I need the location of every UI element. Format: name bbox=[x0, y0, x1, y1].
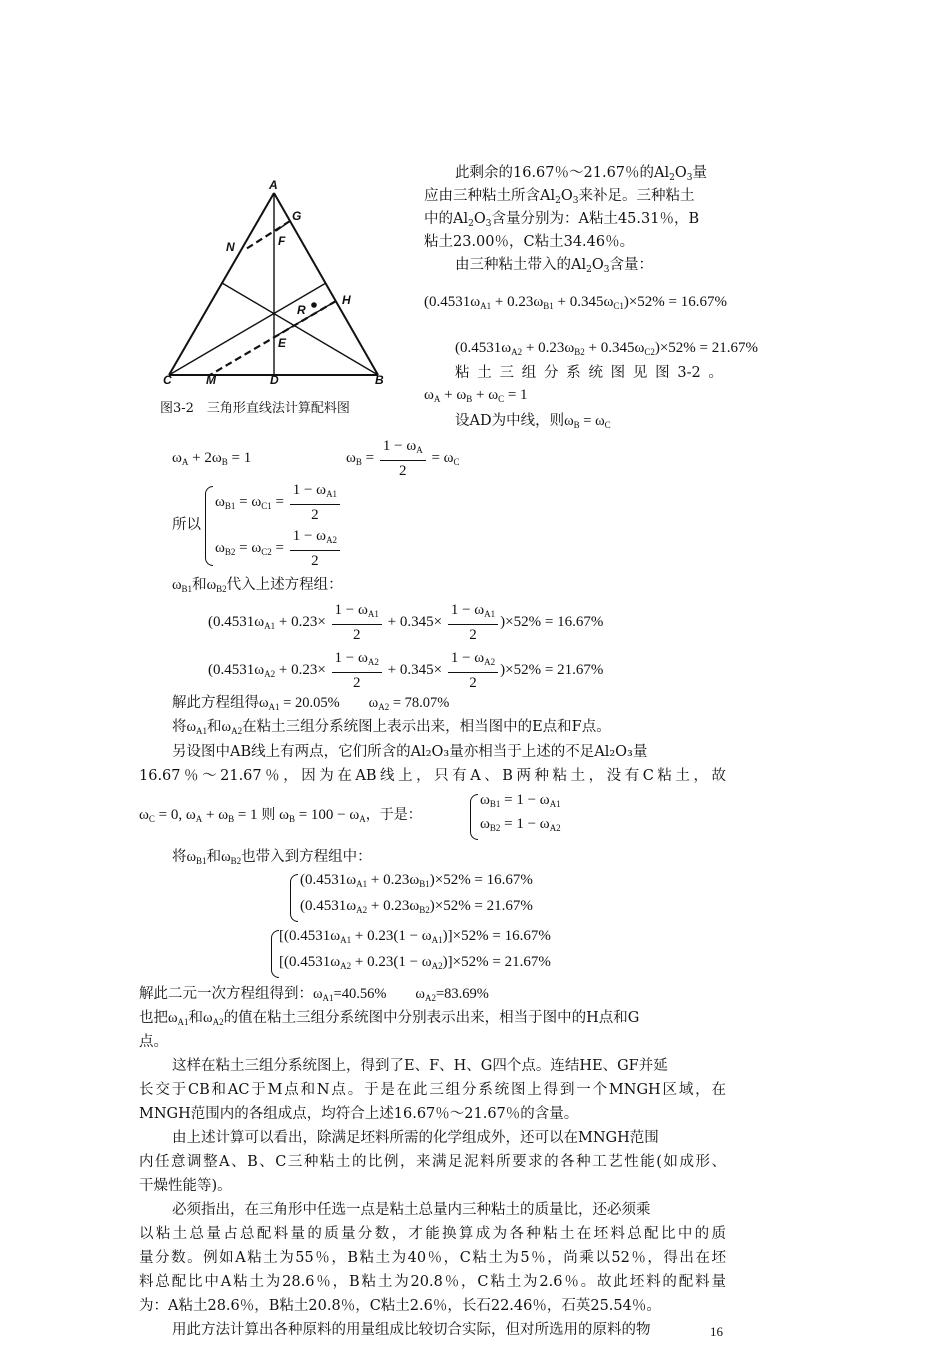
system-4-line-2: [$(0.4531\omega_{A2} + 0.23(1 - \omega_{A2})]\times 52\% = 21.67\%$ bbox=[279, 954, 551, 971]
point-label-f: F bbox=[278, 234, 286, 248]
para-2-line-3: 干燥性能等)。 bbox=[139, 1178, 232, 1194]
figure-caption: 图3-2 三角形直线法计算配料图 bbox=[160, 401, 350, 416]
brace-2 bbox=[470, 794, 478, 840]
para-4-line-1: 用此方法计算出各种原料的用量组成比较切合实际，但对所选用的原料的物 bbox=[172, 1322, 651, 1338]
also-substitute: 将$\omega_{B1}$和$\omega_{B2}$也带入到方程组中： bbox=[172, 849, 372, 866]
vertex-label-a: A bbox=[269, 178, 278, 192]
para-3-line-4: 料总配比中A粘土为28.6％，B粘土为20.8％，C粘土为2.6％。故此坯料的配料量 bbox=[139, 1274, 726, 1290]
point-label-h: H bbox=[342, 293, 351, 307]
para-1-line-1: 这样在粘土三组分系统图上，得到了E、F、H、G四个点。连结HE、GF并延 bbox=[172, 1058, 668, 1074]
ternary-diagram bbox=[150, 175, 410, 400]
point-label-r: R bbox=[297, 303, 306, 317]
system-1-line-2: $\omega_{B2} = \omega_{C2}$ = $\frac{1 - \omega_{A2}}{2}$ bbox=[215, 526, 342, 571]
page-number: 16 bbox=[710, 1324, 723, 1339]
intro-line-5: 由三种粘土带入的$Al_2O_3$含量： bbox=[455, 257, 653, 275]
para-3-line-3: 量分数。例如A粘土为55％，B粘土为40％，C粘土为5％，尚乘以52％，得出在坯 bbox=[139, 1250, 726, 1266]
point-label-d: D bbox=[270, 373, 279, 387]
intro-line-2: 应由三种粘土所含$Al_2O_3$来补足。三种粘土 bbox=[424, 188, 695, 206]
para-1-line-3: MNGH范围内的各组成点，均符合上述16.67％～21.67％的含量。 bbox=[139, 1106, 579, 1122]
system-3-line-2: $(0.4531\omega_{A2} + 0.23\omega_{B2})\times 52\% = 21.67\%$ bbox=[300, 898, 533, 915]
also-show-1: 也把$\omega_{A1}$和$\omega_{A2}$的值在粘土三组分系统图中分别表示出来，相当于图中的H点和G bbox=[139, 1010, 640, 1027]
vertex-label-c: C bbox=[163, 373, 172, 387]
equation-4: ($0.4531\omega_{A2} + 0.23\times$ $\frac{1 - \omega_{A2}}{2}$ + 0.345× $\frac{1 - \omega_{A2}}{2}$ )×52% = 21.67% bbox=[208, 650, 604, 691]
sum-equation: $\omega_A + \omega_B + \omega_C = 1$ bbox=[424, 387, 528, 404]
para-3-line-5: 为：A粘土28.6％，B粘土20.8％，C粘土2.6％，长石22.46％，石英25.54％。 bbox=[139, 1298, 661, 1314]
system-2-line-2: $\omega_{B2} = 1 - \omega_{A2}$ bbox=[480, 816, 561, 833]
solve-2: 解此二元一次方程组得到：$\omega_{A1}=40.56\%$ $\omega_{A2}=83.69\%$ bbox=[139, 986, 489, 1003]
median-from-b bbox=[222, 283, 378, 375]
equation-1: $(0.4531\omega_{A1} + 0.23\omega_{B1} + 0.345\omega_{C1})\times 52\% = 16.67\%$ bbox=[424, 294, 727, 311]
brace-3 bbox=[290, 874, 298, 922]
equation-a-2b: $\omega_A + 2\omega_B = 1$ bbox=[172, 450, 252, 467]
median-text: 设AD为中线，则$\omega_B = \omega_C$ bbox=[455, 413, 611, 430]
para-1-line-2: 长交于CB和AC于M点和N点。于是在此三组分系统图上得到一个MNGH区域，在 bbox=[139, 1082, 726, 1098]
point-label-n: N bbox=[226, 240, 235, 254]
also-show-2: 点。 bbox=[139, 1034, 168, 1050]
intro-line-1: 此剩余的16.67％～21.67％的$Al_2O_3$量 bbox=[455, 165, 707, 183]
point-label-m: M bbox=[206, 373, 216, 387]
equation-wb-frac: $\omega_B$ = $\frac{1 - \omega_A}{2}$ = $\omega_C$ bbox=[346, 438, 460, 479]
system-1-line-1: $\omega_{B1} = \omega_{C1}$ = $\frac{1 - \omega_{A1}}{2}$ bbox=[215, 480, 342, 525]
system-2-line-1: $\omega_{B1} = 1 - \omega_{A1}$ bbox=[480, 792, 561, 809]
ab-line-1: 另设图中AB线上有两点，它们所含的Al₂O₃量亦相当于上述的不足Al₂O₃量 bbox=[172, 744, 648, 760]
point-label-g: G bbox=[292, 209, 302, 223]
substitute-line: $\omega_{B1}$和$\omega_{B2}$代入上述方程组： bbox=[172, 577, 343, 594]
vertex-label-b: B bbox=[375, 373, 384, 387]
para-3-line-2: 以粘土总量占总配料量的质量分数，才能换算成为各种粘土在坯料总配比中的质 bbox=[139, 1226, 726, 1242]
intro-line-4: 粘土23.00％，C粘土34.46％。 bbox=[424, 234, 635, 250]
point-label-e: E bbox=[278, 336, 287, 350]
ab-line-2: 16.67％～21.67％，因为在AB线上，只有A、B两种粘土，没有C粘土，故 bbox=[139, 768, 726, 784]
see-figure-text: 粘土三组分系统图见图3-2。 bbox=[455, 365, 723, 381]
show-ef: 将$\omega_{A1}$和$\omega_{A2}$在粘土三组分系统图上表示出来，相当图中的E点和F点。 bbox=[172, 719, 611, 736]
system-4-line-1: [$(0.4531\omega_{A1} + 0.23(1 - \omega_{A1})]\times 52\% = 16.67\%$ bbox=[279, 928, 551, 945]
median-from-c bbox=[169, 283, 326, 375]
brace-4 bbox=[271, 930, 279, 978]
point-r bbox=[311, 302, 317, 308]
equation-3: ($0.4531\omega_{A1} + 0.23\times$ $\frac{1 - \omega_{A1}}{2}$ + 0.345× $\frac{1 - \omega_{A1}}{2}$ )×52% = 16.67% bbox=[208, 602, 604, 643]
so-label: 所以 bbox=[172, 517, 201, 533]
line-gf bbox=[276, 221, 290, 231]
equation-2: $(0.4531\omega_{A2} + 0.23\omega_{B2} + 0.345\omega_{C2})\times 52\% = 21.67\%$ bbox=[455, 340, 758, 357]
intro-line-3: 中的$Al_2O_3$含量分别为：A粘土45.31％，B bbox=[424, 211, 700, 229]
system-3-line-1: $(0.4531\omega_{A1} + 0.23\omega_{B1})\times 52\% = 16.67\%$ bbox=[300, 872, 533, 889]
para-3-line-1: 必须指出，在三角形中任选一点是粘土总量内三种粘土的质量比，还必须乘 bbox=[172, 1202, 651, 1218]
solve-1: 解此方程组得$\omega_{A1} = 20.05\%$ $\omega_{A2} = 78.07\%$ bbox=[172, 695, 450, 712]
para-2-line-2: 内任意调整A、B、C三种粘土的比例，来满足泥料所要求的各种工艺性能(如成形、 bbox=[139, 1154, 726, 1170]
brace-1 bbox=[205, 486, 213, 566]
triangle-side-ab bbox=[274, 193, 378, 375]
wc-zero-line: $\omega_C = 0$, $\omega_A + \omega_B = 1$ 则 $\omega_B = 100 - \omega_A$，于是： bbox=[139, 807, 422, 824]
para-2-line-1: 由上述计算可以看出，除满足坯料所需的化学组成外，还可以在MNGH范围 bbox=[172, 1130, 659, 1146]
